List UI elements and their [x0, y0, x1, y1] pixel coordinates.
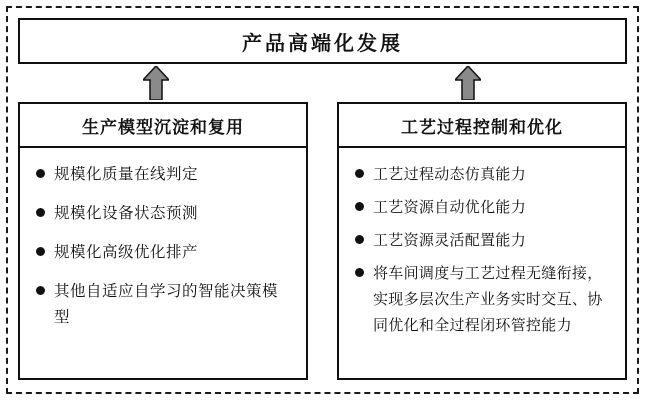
bullet-dot-icon: [36, 208, 45, 217]
list-item: [355, 261, 609, 339]
page-title: 产品高端化发展: [242, 32, 403, 55]
panel-left-list: [36, 162, 290, 331]
panel-right-title: 工艺过程控制和优化: [401, 117, 563, 137]
panel-left-header: [20, 104, 306, 148]
list-item: [355, 228, 609, 254]
panel-right-list: [355, 162, 609, 339]
list-item: [355, 195, 609, 221]
panel-production-model: [18, 102, 308, 380]
panel-process-control: [337, 102, 627, 380]
panel-left-title: 生产模型沉淀和复用: [82, 117, 244, 137]
list-item: [36, 279, 290, 331]
panel-right-body: [339, 148, 625, 339]
bullet-dot-icon: [36, 247, 45, 256]
bullet-dot-icon: [36, 286, 45, 295]
list-item-label: 其他自适应自学习的智能决策模型: [54, 283, 279, 326]
list-item: [36, 240, 290, 266]
list-item-label: 工艺资源灵活配置能力: [373, 232, 527, 249]
panel-right-header: [339, 104, 625, 148]
list-item-label: 工艺过程动态仿真能力: [373, 166, 527, 183]
bullet-dot-icon: [355, 169, 364, 178]
list-item: [36, 162, 290, 188]
list-item: [355, 162, 609, 188]
list-item-label: 将车间调度与工艺过程无缝衔接，实现多层次生产业务实时交互、协同优化和全过程闭环管控能力: [373, 265, 603, 334]
list-item-label: 规模化高级优化排产: [54, 244, 199, 261]
list-item-label: 工艺资源自动优化能力: [373, 199, 527, 216]
bullet-dot-icon: [355, 268, 364, 277]
list-item-label: 规模化设备状态预测: [54, 205, 199, 222]
bullet-dot-icon: [355, 202, 364, 211]
bullet-dot-icon: [355, 235, 364, 244]
arrow-up-right-icon: [455, 66, 481, 100]
top-goal-box: [18, 18, 627, 64]
panel-left-body: [20, 148, 306, 331]
bullet-dot-icon: [36, 169, 45, 178]
list-item-label: 规模化质量在线判定: [54, 166, 199, 183]
list-item: [36, 201, 290, 227]
arrow-up-left-icon: [143, 66, 169, 100]
